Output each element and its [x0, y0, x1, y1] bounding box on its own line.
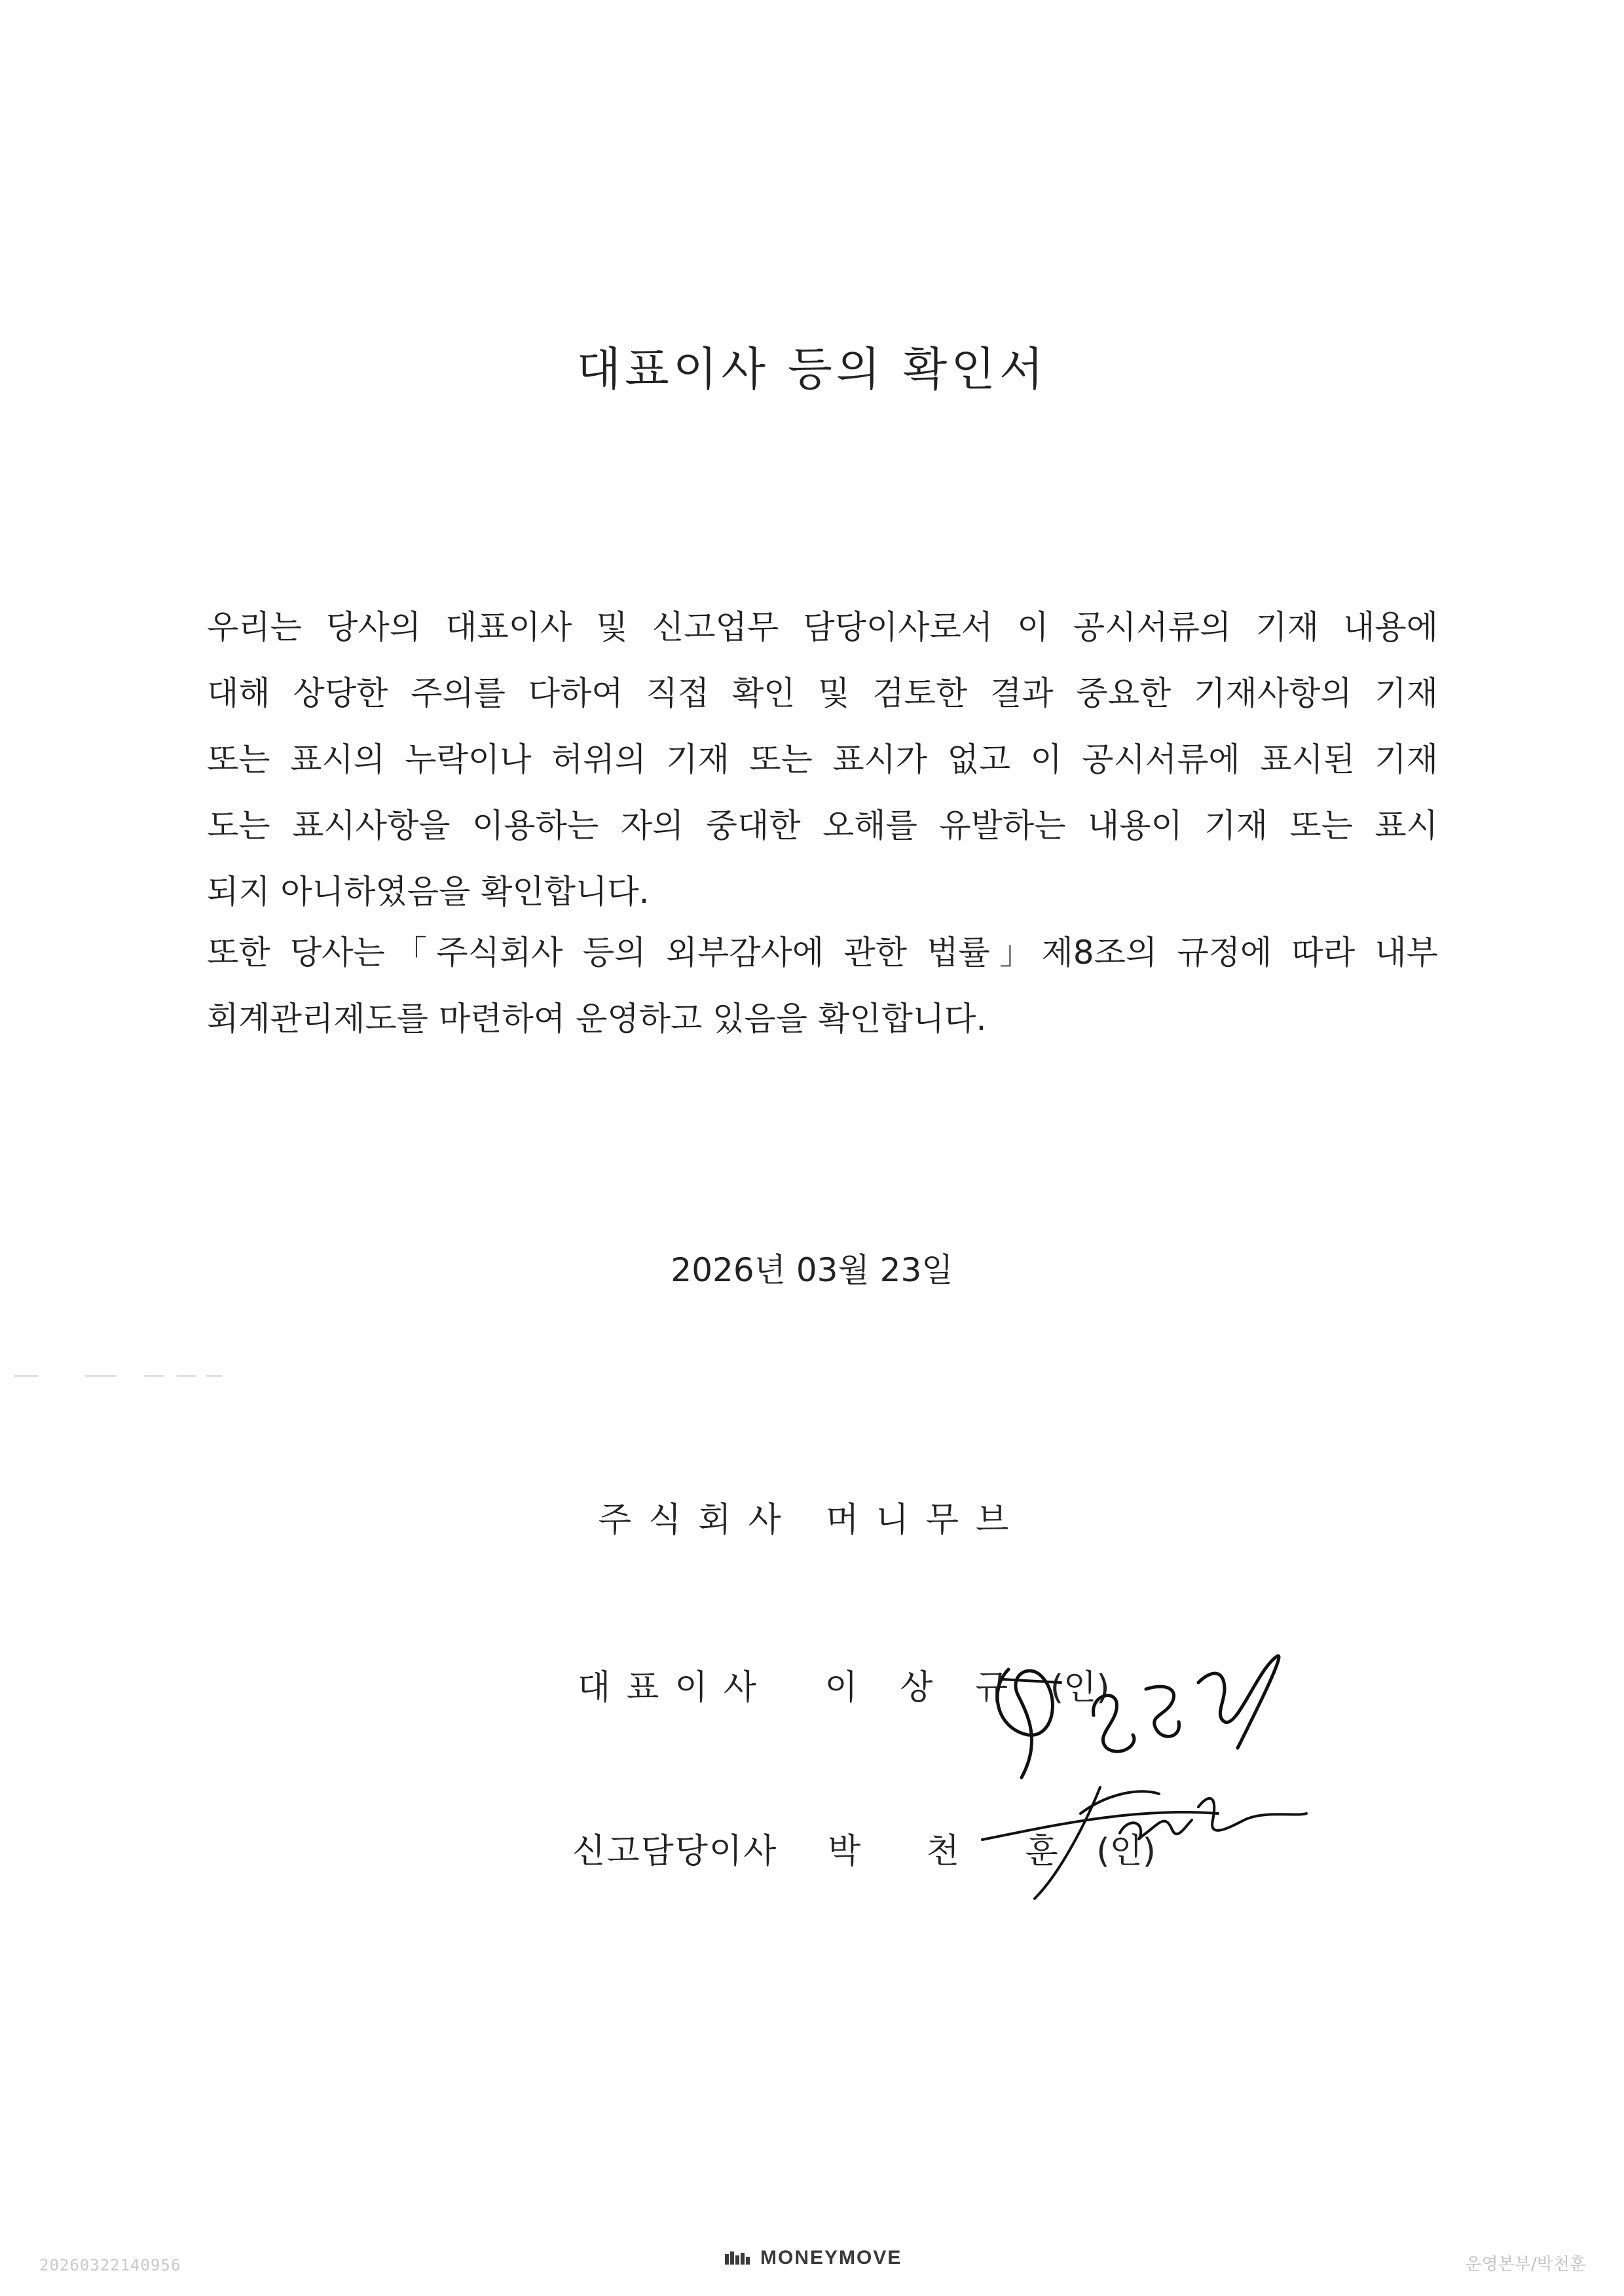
department-label: 운영본부/박천훈: [1465, 2255, 1586, 2274]
document-title: 대표이사 등의 확인서: [576, 342, 1048, 396]
signer-role: 대표이사: [578, 1668, 772, 1707]
director-signature: [969, 1768, 1323, 1912]
paragraph-line: 회계관리제도를 마련하여 운영하고 있음을 확인합니다.: [207, 1000, 987, 1038]
scan-speck: [14, 1375, 38, 1377]
paragraph-line: 도는 표시사항을 이용하는 자의 중대한 오해를 유발하는 내용이 기재 또는 표시: [207, 807, 1438, 845]
paragraph-line: 되지 아니하였음을 확인합니다.: [207, 873, 650, 911]
scan-speck: [144, 1375, 164, 1377]
confirmation-paragraph: [207, 594, 1438, 925]
scan-speck: [85, 1375, 117, 1377]
company-name: 주식회사 머니무브: [598, 1501, 1026, 1540]
scan-speck: [177, 1375, 196, 1377]
ceo-signature: [982, 1617, 1323, 1787]
signer-name: 이 상 규: [824, 1668, 1024, 1707]
logo-text: MONEYMOVE: [760, 2247, 902, 2269]
paragraph-line: 대해 상당한 주의를 다하여 직접 확인 및 검토한 결과 중요한 기재사항의 기재: [207, 674, 1438, 712]
moneymove-logo: [724, 2247, 902, 2269]
paragraph-line: 우리는 당사의 대표이사 및 신고업무 담당이사로서 이 공시서류의 기재 내용에: [207, 608, 1438, 646]
signer-role: 신고담당이사: [572, 1832, 778, 1871]
seal-mark: (인): [1050, 1668, 1110, 1707]
document-id: 20260322140956: [39, 2256, 181, 2274]
moneymove-logo-icon: [724, 2249, 752, 2267]
paragraph-line: 또한 당사는「주식회사 등의 외부감사에 관한 법률」제8조의 규정에 따라 내부: [207, 934, 1438, 972]
internal-control-paragraph: [207, 920, 1438, 1052]
document-date: 2026년 03월 23일: [671, 1251, 953, 1289]
scan-speck: [206, 1375, 222, 1377]
paragraph-line: 또는 표시의 누락이나 허위의 기재 또는 표시가 없고 이 공시서류에 표시된 기재: [207, 740, 1438, 778]
seal-mark: (인): [1096, 1832, 1156, 1871]
signer-name: 박 천 훈: [827, 1832, 1086, 1871]
